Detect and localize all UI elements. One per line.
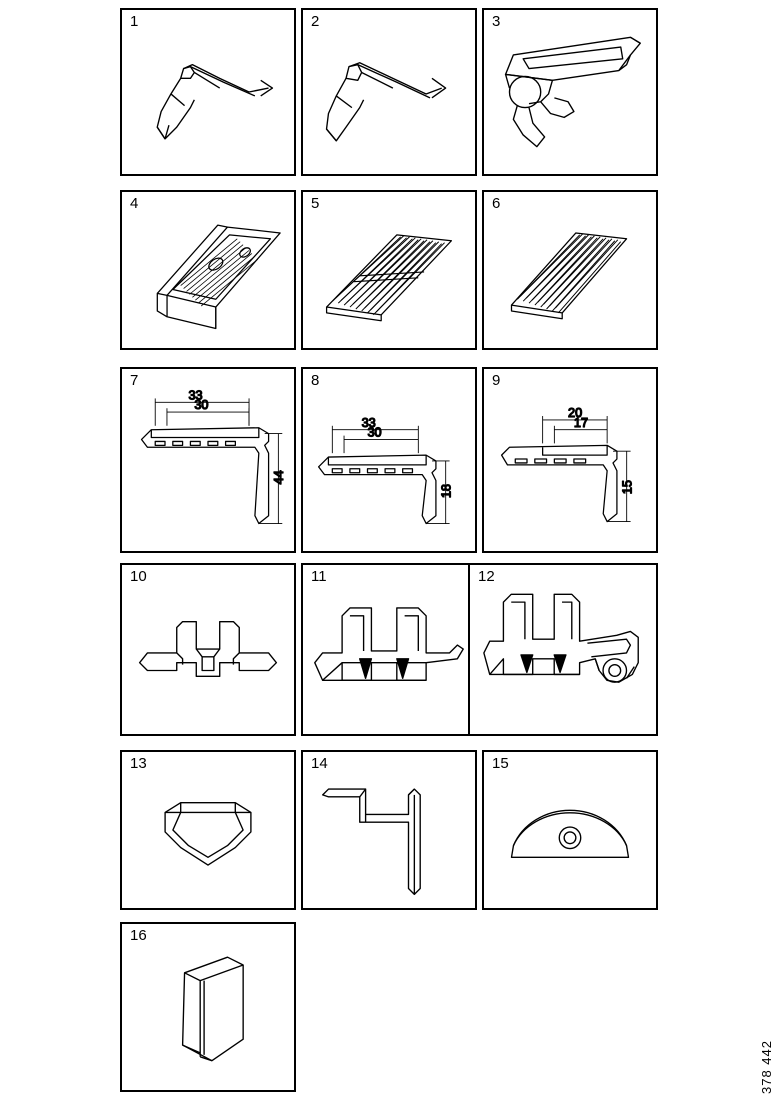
figure-cell-13 bbox=[120, 750, 296, 910]
figure-cell-11 bbox=[301, 563, 477, 736]
figure-art-5 bbox=[303, 192, 475, 348]
figure-cell-1 bbox=[120, 8, 296, 176]
figure-cell-4 bbox=[120, 190, 296, 350]
dimension-label: 15 bbox=[620, 480, 635, 495]
figure-art-13 bbox=[122, 752, 294, 908]
figure-cell-15 bbox=[482, 750, 658, 910]
figure-number: 16 bbox=[130, 927, 147, 944]
figure-number: 2 bbox=[311, 13, 320, 30]
figure-art-16 bbox=[122, 924, 294, 1090]
figure-art-2 bbox=[303, 10, 475, 174]
figure-number: 4 bbox=[130, 195, 139, 212]
figure-cell-14 bbox=[301, 750, 477, 910]
figure-cell-8 bbox=[301, 367, 477, 553]
figure-number: 8 bbox=[311, 372, 320, 389]
figure-number: 6 bbox=[492, 195, 501, 212]
figure-art-7 bbox=[122, 369, 294, 551]
figure-number: 7 bbox=[130, 372, 139, 389]
dimension-label: 20 bbox=[568, 406, 583, 420]
figure-number: 9 bbox=[492, 372, 501, 389]
figure-number: 10 bbox=[130, 568, 147, 585]
figure-art-10 bbox=[122, 565, 294, 734]
figure-number: 3 bbox=[492, 13, 501, 30]
figure-art-15 bbox=[484, 752, 656, 908]
figure-art-6 bbox=[484, 192, 656, 348]
figure-art-12 bbox=[470, 565, 656, 734]
figure-cell-6 bbox=[482, 190, 658, 350]
figure-number: 14 bbox=[311, 755, 328, 772]
dimension-label: 30 bbox=[194, 398, 209, 413]
dimension-label: 18 bbox=[439, 483, 454, 499]
dimension-label: 17 bbox=[573, 415, 589, 430]
dimension-label: 33 bbox=[188, 388, 203, 403]
figure-art-1 bbox=[122, 10, 294, 174]
dimension-label: 44 bbox=[272, 470, 287, 485]
figure-cell-10 bbox=[120, 563, 296, 736]
figure-cell-2 bbox=[301, 8, 477, 176]
figure-art-3 bbox=[484, 10, 656, 174]
figure-number: 12 bbox=[478, 568, 495, 585]
figure-art-4 bbox=[122, 192, 294, 348]
figure-cell-12 bbox=[468, 563, 658, 736]
figure-number: 13 bbox=[130, 755, 147, 772]
figure-cell-3 bbox=[482, 8, 658, 176]
figure-art-11 bbox=[303, 565, 475, 734]
figure-cell-16 bbox=[120, 922, 296, 1092]
figure-art-14 bbox=[303, 752, 475, 908]
sheet-code: 378 442 bbox=[759, 1040, 774, 1094]
figure-number: 1 bbox=[130, 13, 139, 30]
figure-number: 11 bbox=[311, 568, 327, 585]
figure-number: 15 bbox=[492, 755, 509, 772]
figure-art-9 bbox=[484, 369, 656, 551]
figure-cell-5 bbox=[301, 190, 477, 350]
dimension-label: 30 bbox=[367, 425, 382, 440]
figure-number: 5 bbox=[311, 195, 320, 212]
figure-cell-7 bbox=[120, 367, 296, 553]
figure-cell-9 bbox=[482, 367, 658, 553]
figure-art-8 bbox=[303, 369, 475, 551]
dimension-label: 33 bbox=[361, 415, 376, 430]
